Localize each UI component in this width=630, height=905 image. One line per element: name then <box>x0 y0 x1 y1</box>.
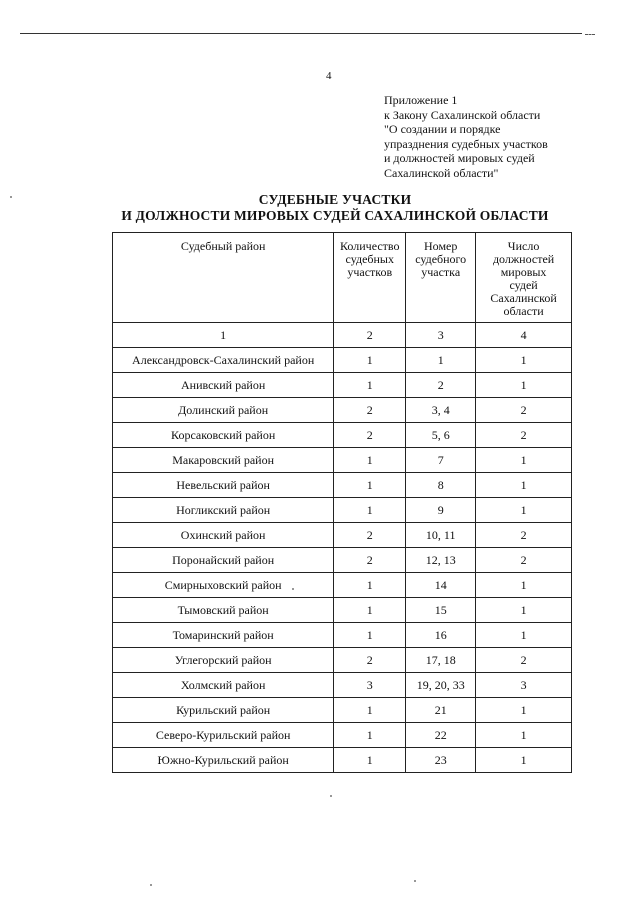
cell-district: Охинский район <box>113 523 334 548</box>
cell-number: 7 <box>406 448 476 473</box>
cell-count: 2 <box>334 398 406 423</box>
cell-judges: 1 <box>476 448 572 473</box>
cell-count: 1 <box>334 498 406 523</box>
header-judges-line: Сахалинской <box>490 291 557 305</box>
cell-district: Томаринский район <box>113 623 334 648</box>
table-row <box>113 648 572 673</box>
header-count <box>334 233 406 323</box>
cell-district: Корсаковский район <box>113 423 334 448</box>
cell-judges: 1 <box>476 573 572 598</box>
cell-judges: 1 <box>476 623 572 648</box>
header-judges-line: мировых <box>500 265 547 279</box>
cell-judges: 2 <box>476 423 572 448</box>
cell-number: 1 <box>406 348 476 373</box>
document-title <box>0 192 630 224</box>
cell-number: 22 <box>406 723 476 748</box>
table-row <box>113 673 572 698</box>
cell-district: Макаровский район <box>113 448 334 473</box>
cell-number: 10, 11 <box>406 523 476 548</box>
cell-district: Южно-Курильский район <box>113 748 334 773</box>
cell-district: Анивский район <box>113 373 334 398</box>
cell-district: Александровск-Сахалинский район <box>113 348 334 373</box>
scan-speck <box>10 196 12 198</box>
header-count-line: Количество <box>340 239 400 253</box>
table-row <box>113 698 572 723</box>
scan-speck <box>292 588 294 590</box>
cell-number: 19, 20, 33 <box>406 673 476 698</box>
cell-number: 8 <box>406 473 476 498</box>
column-number: 2 <box>334 323 406 348</box>
cell-judges: 1 <box>476 748 572 773</box>
cell-number: 2 <box>406 373 476 398</box>
cell-number: 16 <box>406 623 476 648</box>
cell-count: 2 <box>334 423 406 448</box>
cell-district: Невельский район <box>113 473 334 498</box>
cell-count: 1 <box>334 348 406 373</box>
cell-judges: 1 <box>476 723 572 748</box>
cell-district: Холмский район <box>113 673 334 698</box>
cell-count: 3 <box>334 673 406 698</box>
cell-district: Смирныховский район <box>113 573 334 598</box>
cell-judges: 1 <box>476 698 572 723</box>
cell-district: Поронайский район <box>113 548 334 573</box>
cell-district: Углегорский район <box>113 648 334 673</box>
column-number-row <box>113 323 572 348</box>
table-row <box>113 748 572 773</box>
cell-number: 23 <box>406 748 476 773</box>
scan-speck <box>414 880 416 882</box>
cell-count: 1 <box>334 723 406 748</box>
table-row <box>113 498 572 523</box>
cell-judges: 2 <box>476 548 572 573</box>
scan-speck <box>150 884 152 886</box>
appendix-line: и должностей мировых судей <box>384 151 535 165</box>
appendix-note <box>384 93 604 180</box>
table-row <box>113 723 572 748</box>
table-row <box>113 598 572 623</box>
cell-number: 9 <box>406 498 476 523</box>
cell-count: 1 <box>334 748 406 773</box>
cell-number: 3, 4 <box>406 398 476 423</box>
cell-count: 1 <box>334 623 406 648</box>
court-districts-table <box>112 232 572 773</box>
header-number <box>406 233 476 323</box>
header-number-line: судебного <box>415 252 467 266</box>
cell-judges: 1 <box>476 348 572 373</box>
cell-count: 2 <box>334 548 406 573</box>
cell-count: 1 <box>334 598 406 623</box>
header-judges <box>476 233 572 323</box>
cell-number: 15 <box>406 598 476 623</box>
document-title-line2: И ДОЛЖНОСТИ МИРОВЫХ СУДЕЙ САХАЛИНСКОЙ ОБЛАСТИ <box>121 208 549 223</box>
cell-judges: 2 <box>476 648 572 673</box>
header-judges-line: области <box>503 304 544 318</box>
cell-judges: 1 <box>476 473 572 498</box>
cell-count: 1 <box>334 573 406 598</box>
header-number-line: Номер <box>424 239 458 253</box>
table-row <box>113 523 572 548</box>
table-header-row <box>113 233 572 323</box>
top-rule-dash <box>585 34 595 35</box>
cell-judges: 1 <box>476 498 572 523</box>
header-number-line: участка <box>421 265 461 279</box>
cell-district: Ногликский район <box>113 498 334 523</box>
cell-number: 12, 13 <box>406 548 476 573</box>
cell-count: 2 <box>334 523 406 548</box>
header-judges-line: должностей <box>492 252 555 266</box>
header-district-label: Судебный район <box>180 239 266 253</box>
header-count-line: судебных <box>345 252 394 266</box>
column-number: 4 <box>476 323 572 348</box>
cell-judges: 1 <box>476 373 572 398</box>
header-count-line: участков <box>347 265 393 279</box>
cell-count: 1 <box>334 473 406 498</box>
cell-district: Тымовский район <box>113 598 334 623</box>
appendix-line: к Закону Сахалинской области <box>384 107 541 122</box>
cell-number: 14 <box>406 573 476 598</box>
cell-count: 1 <box>334 373 406 398</box>
cell-judges: 2 <box>476 523 572 548</box>
table-row <box>113 623 572 648</box>
table-row <box>113 348 572 373</box>
cell-judges: 1 <box>476 598 572 623</box>
cell-count: 1 <box>334 698 406 723</box>
top-rule <box>20 33 582 34</box>
cell-judges: 3 <box>476 673 572 698</box>
table-row <box>113 573 572 598</box>
cell-district: Долинский район <box>113 398 334 423</box>
column-number: 1 <box>113 323 334 348</box>
appendix-line: Сахалинской области" <box>384 165 499 180</box>
table-row <box>113 473 572 498</box>
header-judges-line: судей <box>509 278 538 292</box>
header-judges-line: Число <box>507 239 540 253</box>
header-district <box>113 233 334 323</box>
table-row <box>113 423 572 448</box>
page-number: 4 <box>326 70 332 82</box>
cell-count: 2 <box>334 648 406 673</box>
cell-number: 21 <box>406 698 476 723</box>
appendix-line: Приложение 1 <box>384 93 458 107</box>
appendix-line: "О создании и порядке <box>384 122 501 136</box>
document-title-line1: СУДЕБНЫЕ УЧАСТКИ <box>258 192 412 207</box>
cell-district: Северо-Курильский район <box>113 723 334 748</box>
cell-number: 5, 6 <box>406 423 476 448</box>
table-row <box>113 398 572 423</box>
scan-speck <box>330 795 332 797</box>
appendix-line: упразднения судебных участков <box>384 136 548 151</box>
column-number: 3 <box>406 323 476 348</box>
cell-judges: 2 <box>476 398 572 423</box>
table-row <box>113 548 572 573</box>
cell-number: 17, 18 <box>406 648 476 673</box>
cell-district: Курильский район <box>113 698 334 723</box>
table-row <box>113 448 572 473</box>
table-row <box>113 373 572 398</box>
cell-count: 1 <box>334 448 406 473</box>
